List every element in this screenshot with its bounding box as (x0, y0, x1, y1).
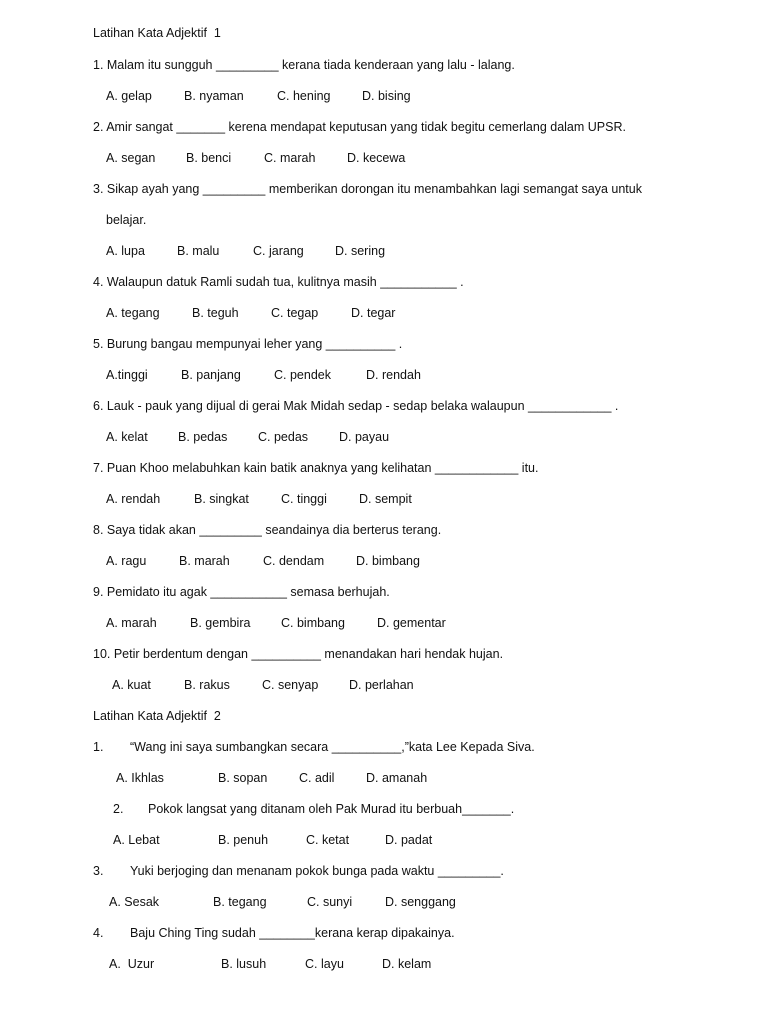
s2-option-2d: D. padat (385, 833, 433, 847)
option-5d: D. rendah (366, 368, 421, 382)
option-9d: D. gementar (377, 616, 446, 630)
option-7c: C. tinggi (281, 492, 327, 506)
option-9b: B. gembira (190, 616, 251, 630)
option-6c: C. pedas (258, 430, 309, 444)
s2-option-2c: C. ketat (306, 833, 350, 847)
question-2: 2. Amir sangat _______ kerena mendapat keputusan yang tidak begitu cemerlang dalam UPSR. (93, 120, 626, 134)
option-7a: A. rendah (106, 492, 161, 506)
s2-option-1d: D. amanah (366, 771, 428, 785)
option-1d: D. bising (362, 89, 411, 103)
option-5b: B. panjang (181, 368, 241, 382)
option-3d: D. sering (335, 244, 386, 258)
s2-option-4a: A. Uzur (109, 957, 155, 971)
option-1b: B. nyaman (184, 89, 244, 103)
s2-question-2-number: 2. (113, 802, 124, 816)
s2-option-1b: B. sopan (218, 771, 268, 785)
option-4a: A. tegang (106, 306, 160, 320)
option-3a: A. lupa (106, 244, 145, 258)
question-10: 10. Petir berdentum dengan __________ menandakan hari hendak hujan. (93, 647, 504, 661)
s2-option-1c: C. adil (299, 771, 335, 785)
question-4: 4. Walaupun datuk Ramli sudah tua, kulitnya masih ___________ . (93, 275, 464, 289)
option-10a: A. kuat (112, 678, 151, 692)
option-1c: C. hening (277, 89, 331, 103)
option-3c: C. jarang (253, 244, 304, 258)
s2-option-3b: B. tegang (213, 895, 267, 909)
option-2a: A. segan (106, 151, 156, 165)
s2-option-4c: C. layu (305, 957, 344, 971)
option-2d: D. kecewa (347, 151, 406, 165)
s2-question-4: Baju Ching Ting sudah ________kerana kerap dipakainya. (130, 926, 455, 940)
question-9: 9. Pemidato itu agak ___________ semasa berhujah. (93, 585, 390, 599)
option-10b: B. rakus (184, 678, 230, 692)
s2-option-4d: D. kelam (382, 957, 432, 971)
option-4c: C. tegap (271, 306, 319, 320)
section1-title: Latihan Kata Adjektif 1 (93, 26, 221, 40)
s2-option-2b: B. penuh (218, 833, 269, 847)
option-10d: D. perlahan (349, 678, 414, 692)
question-8: 8. Saya tidak akan _________ seandainya dia berterus terang. (93, 523, 442, 537)
question-7: 7. Puan Khoo melabuhkan kain batik anaknya yang kelihatan ____________ itu. (93, 461, 539, 475)
question-1: 1. Malam itu sungguh _________ kerana tiada kenderaan yang lalu - lalang. (93, 58, 515, 72)
option-6d: D. payau (339, 430, 390, 444)
s2-option-4b: B. lusuh (221, 957, 267, 971)
question-3: 3. Sikap ayah yang _________ memberikan dorongan itu menambahkan lagi semangat saya untuk (93, 182, 642, 196)
option-7b: B. singkat (194, 492, 249, 506)
option-6a: A. kelat (106, 430, 148, 444)
option-4b: B. teguh (192, 306, 239, 320)
option-9a: A. marah (106, 616, 157, 630)
section2-title: Latihan Kata Adjektif 2 (93, 709, 221, 723)
s2-option-2a: A. Lebat (113, 833, 160, 847)
question-6: 6. Lauk - pauk yang dijual di gerai Mak Midah sedap - sedap belaka walaupun ____________ . (93, 399, 619, 413)
question-5: 5. Burung bangau mempunyai leher yang __________ . (93, 337, 403, 351)
s2-option-1a: A. Ikhlas (116, 771, 164, 785)
option-9c: C. bimbang (281, 616, 345, 630)
s2-option-3a: A. Sesak (109, 895, 160, 909)
s2-question-2: Pokok langsat yang ditanam oleh Pak Murad itu berbuah_______. (148, 802, 515, 816)
option-2c: C. marah (264, 151, 316, 165)
option-8c: C. dendam (263, 554, 325, 568)
option-10c: C. senyap (262, 678, 319, 692)
option-2b: B. benci (186, 151, 232, 165)
s2-question-3: Yuki berjoging dan menanam pokok bunga pada waktu _________. (130, 864, 504, 878)
option-8d: D. bimbang (356, 554, 420, 568)
s2-question-3-number: 3. (93, 864, 104, 878)
option-5a: A.tinggi (106, 368, 148, 382)
option-8b: B. marah (179, 554, 230, 568)
s2-question-1: “Wang ini saya sumbangkan secara __________,”kata Lee Kepada Siva. (130, 740, 535, 754)
question-3-continuation: belajar. (106, 213, 147, 227)
option-7d: D. sempit (359, 492, 412, 506)
option-3b: B. malu (177, 244, 220, 258)
option-5c: C. pendek (274, 368, 331, 382)
option-6b: B. pedas (178, 430, 228, 444)
s2-option-3d: D. senggang (385, 895, 456, 909)
option-8a: A. ragu (106, 554, 147, 568)
option-1a: A. gelap (106, 89, 152, 103)
option-4d: D. tegar (351, 306, 396, 320)
s2-option-3c: C. sunyi (307, 895, 353, 909)
s2-question-4-number: 4. (93, 926, 104, 940)
s2-question-1-number: 1. (93, 740, 104, 754)
